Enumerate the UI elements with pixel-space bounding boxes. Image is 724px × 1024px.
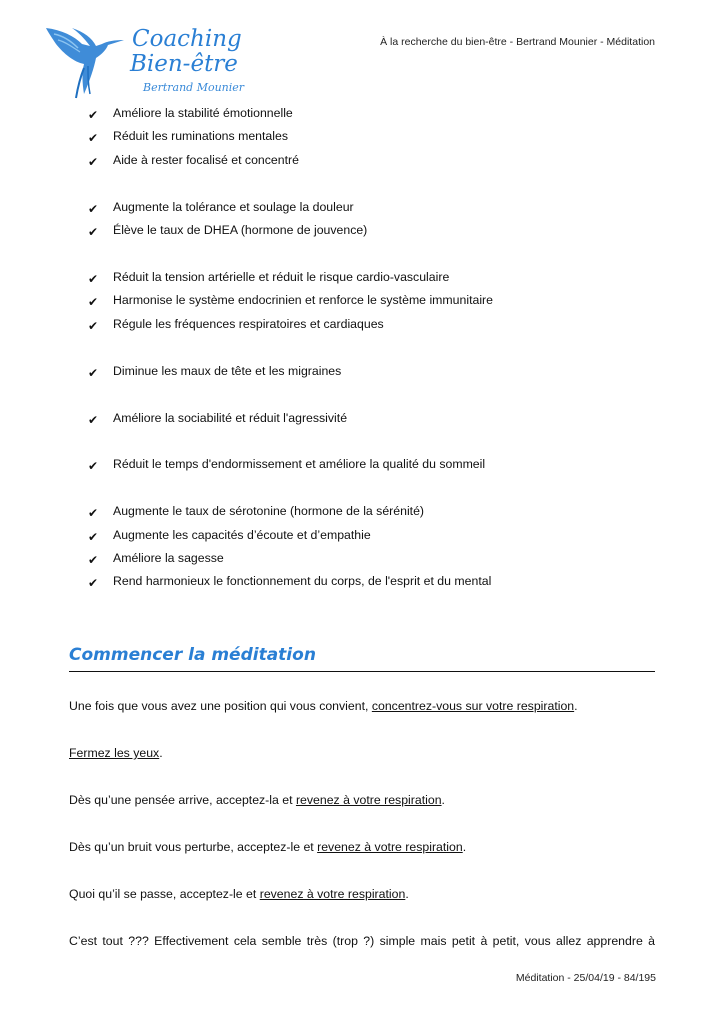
hummingbird-icon — [44, 24, 134, 104]
paragraph-link: concentrez-vous sur votre respiration — [371, 699, 575, 713]
paragraph-text: Une fois que vous avez une position qui vous convient, — [69, 699, 372, 713]
list-item — [88, 455, 688, 478]
checkmark-icon: ✔ — [88, 459, 99, 474]
paragraph-link: revenez à votre respiration — [295, 793, 442, 807]
list-item-text: Diminue les maux de tête et les migraines — [113, 363, 342, 378]
list-item — [88, 104, 688, 127]
paragraph — [69, 744, 655, 762]
list-item — [88, 151, 688, 174]
list-item — [88, 362, 688, 385]
paragraph-link: Fermez les yeux — [69, 746, 160, 760]
checkmark-icon: ✔ — [88, 553, 99, 568]
paragraph — [69, 791, 655, 809]
paragraph: C’est tout ??? Effectivement cela semble très (trop ?) simple mais petit à petit, vous allez apprendre à — [69, 934, 655, 948]
list-item — [88, 268, 688, 291]
list-item-text: Aide à rester focalisé et concentré — [113, 152, 299, 167]
list-item — [88, 572, 688, 595]
list-item — [88, 409, 688, 432]
paragraph — [69, 697, 655, 715]
checkmark-icon: ✔ — [88, 365, 99, 380]
benefit-group — [88, 455, 688, 478]
page-footer: Méditation - 25/04/19 - 84/195 — [515, 972, 656, 984]
list-item-text: Régule les fréquences respiratoires et cardiaques — [113, 316, 384, 331]
list-item — [88, 291, 688, 314]
paragraph — [69, 885, 655, 903]
benefit-group — [88, 268, 688, 338]
list-item-text: Réduit les ruminations mentales — [113, 129, 288, 144]
checkmark-icon: ✔ — [88, 506, 99, 521]
list-item-text: Augmente la tolérance et soulage la douleur — [113, 199, 354, 214]
paragraph-link: revenez à votre respiration — [259, 887, 406, 901]
checkmark-icon: ✔ — [88, 318, 99, 333]
list-item — [88, 127, 688, 150]
logo-title-line2: Bien-être — [130, 51, 238, 77]
paragraph-text: . — [441, 793, 445, 807]
paragraph — [69, 838, 655, 856]
list-item — [88, 502, 688, 525]
checkmark-icon: ✔ — [88, 131, 99, 146]
list-item-text: Réduit la tension artérielle et réduit le risque cardio-vasculaire — [113, 269, 450, 284]
paragraph-text: . — [159, 746, 163, 760]
paragraph-text: . — [462, 840, 467, 854]
paragraph-text: Dès qu’une pensée arrive, acceptez-la et — [69, 793, 296, 807]
list-item-text: Améliore la stabilité émotionnelle — [113, 106, 293, 120]
benefit-group — [88, 409, 688, 432]
paragraph-text: . — [405, 887, 409, 901]
checkmark-icon: ✔ — [88, 201, 99, 216]
benefit-group — [88, 104, 688, 174]
paragraph-text: . — [574, 699, 578, 713]
logo-author: Bertrand Mounier — [143, 81, 245, 94]
checkmark-icon: ✔ — [88, 295, 99, 310]
paragraph-link: revenez à votre respiration — [317, 840, 463, 854]
list-item-text: Harmonise le système endocrinien et renforce le système immunitaire — [113, 293, 493, 308]
section-title: Commencer la méditation — [69, 645, 655, 672]
paragraph-text: Quoi qu’il se passe, acceptez-le et — [69, 887, 260, 901]
list-item-text: Rend harmonieux le fonctionnement du corps, de l'esprit et du mental — [113, 574, 492, 589]
list-item — [88, 526, 688, 549]
list-item — [88, 315, 688, 338]
benefit-group — [88, 198, 688, 245]
list-item-text: Augmente les capacités d’écoute et d’empathie — [113, 527, 371, 542]
header-breadcrumb: À la recherche du bien-être - Bertrand Mounier - Méditation — [380, 36, 655, 48]
checkmark-icon: ✔ — [88, 576, 99, 591]
checkmark-icon: ✔ — [88, 108, 99, 122]
benefits-checklist — [88, 104, 688, 619]
checkmark-icon: ✔ — [88, 225, 99, 240]
checkmark-icon: ✔ — [88, 271, 99, 286]
list-item — [88, 549, 688, 572]
list-item — [88, 198, 688, 221]
list-item-text: Réduit le temps d'endormissement et améliore la qualité du sommeil — [113, 457, 486, 472]
list-item-text: Améliore la sociabilité et réduit l'agressivité — [113, 410, 348, 425]
checkmark-icon: ✔ — [88, 412, 99, 427]
logo — [44, 24, 244, 104]
benefit-group — [88, 502, 688, 596]
list-item-text: Augmente le taux de sérotonine (hormone de la sérénité) — [113, 504, 425, 519]
checkmark-icon: ✔ — [88, 154, 99, 169]
benefit-group — [88, 362, 688, 385]
list-item-text: Élève le taux de DHEA (hormone de jouvence) — [113, 223, 368, 238]
checkmark-icon: ✔ — [88, 529, 99, 544]
logo-title-line1: Coaching — [132, 26, 242, 52]
list-item — [88, 221, 688, 244]
list-item-text: Améliore la sagesse — [113, 551, 224, 566]
paragraph-text: Dès qu’un bruit vous perturbe, acceptez-le et — [69, 840, 318, 854]
